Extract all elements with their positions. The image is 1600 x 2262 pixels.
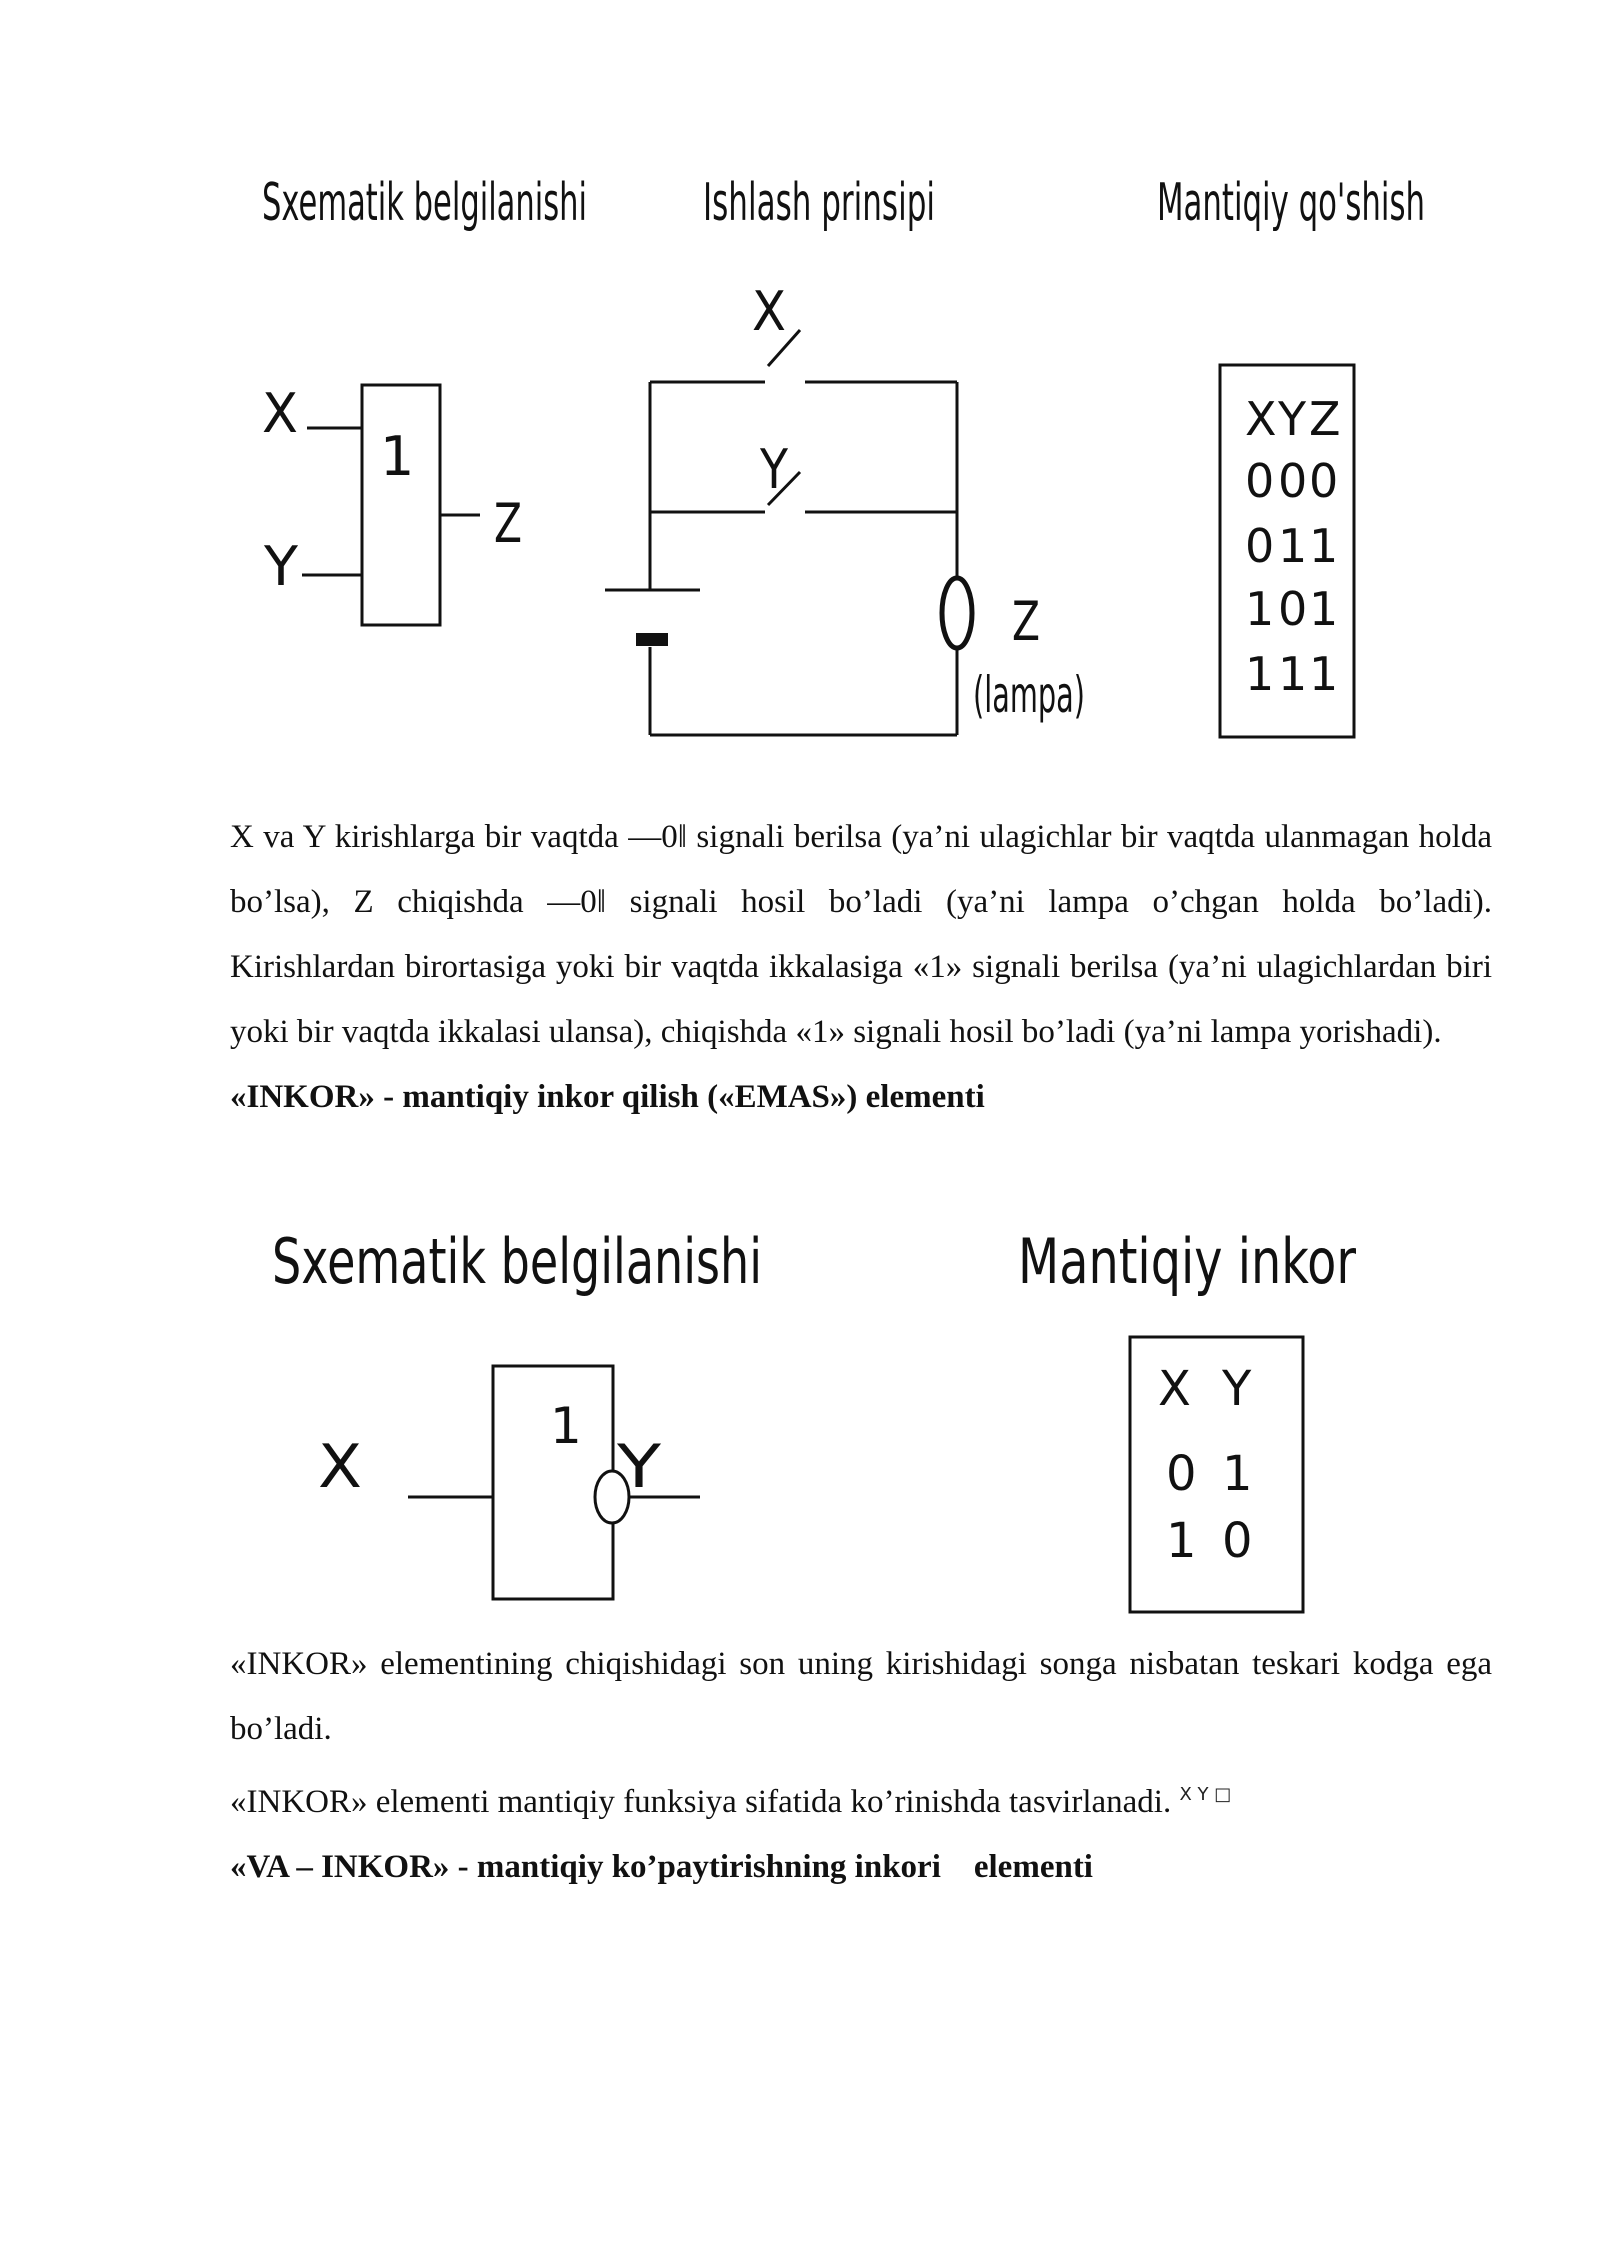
truth-not-cell: 1 (1222, 1446, 1253, 1502)
paragraph-2: «INKOR» elementining chiqishidagi son uning kirishidagi songa nisbatan teskari kodga ega bo’ladi. (230, 1646, 1492, 1747)
paragraph-or-explanation (230, 805, 1492, 1130)
truth-not-cell: 0 (1166, 1446, 1197, 1502)
formula-fragment: X Y □ (1179, 1784, 1232, 1805)
heading-va-inkor: «VA – INKOR» - mantiqiy ko’paytirishning inkori elementi (230, 1849, 1093, 1885)
truth-not-header-x: X (1158, 1361, 1191, 1417)
not-gate-input: X (318, 1432, 362, 1502)
heading-inkor: «INKOR» - mantiqiy inkor qilish («EMAS») elementi (230, 1079, 985, 1115)
gate-box (362, 385, 440, 625)
truth-or-cell: 0 (1309, 454, 1339, 508)
paragraph-3-line (230, 1762, 1492, 1835)
truth-or-cell: 0 (1278, 582, 1308, 636)
lamp-icon (942, 578, 972, 648)
heading-schematic-not: Sxematik belgilanishi (272, 1225, 762, 1298)
paragraph-not-explanation (230, 1632, 1492, 1900)
heading-truth-not: Mantiqiy inkor (1018, 1225, 1357, 1298)
lamp-note: (lampa) (973, 666, 1085, 724)
heading-principle: Ishlash prinsipi (703, 173, 935, 233)
truth-not-cell: 1 (1166, 1513, 1197, 1569)
lamp-label: Z (1012, 590, 1040, 653)
truth-not-cell: 0 (1222, 1513, 1253, 1569)
heading-truth-table: Mantiqiy qo'shish (1157, 173, 1425, 233)
truth-or-cell: 1 (1309, 647, 1339, 701)
truth-or-header-y: Y (1278, 392, 1307, 446)
truth-or-cell: 1 (1309, 582, 1339, 636)
paragraph-3: «INKOR» elementi mantiqiy funksiya sifatida ko’rinishda tasvirlanadi. (230, 1784, 1172, 1820)
gate-input-x: X (262, 382, 298, 445)
figure-or-gate (0, 0, 1600, 760)
truth-or-header-x: X (1245, 392, 1277, 446)
truth-or-cell: 0 (1245, 454, 1275, 508)
truth-or-cell: 1 (1309, 519, 1339, 573)
truth-or-cell: 1 (1278, 647, 1308, 701)
truth-table-or-header (1245, 392, 1341, 446)
not-gate-output: Y (615, 1432, 662, 1502)
truth-or-cell: 1 (1278, 519, 1308, 573)
parallel-switch-circuit (605, 330, 972, 735)
gate-symbol: 1 (380, 425, 415, 488)
truth-or-header-z: Z (1309, 392, 1341, 446)
truth-table-not-cells (1158, 1361, 1253, 1569)
heading-schematic: Sxematik belgilanishi (262, 173, 587, 233)
truth-or-cell: 0 (1278, 454, 1308, 508)
or-gate-symbol (302, 385, 480, 625)
truth-not-header-y: Y (1222, 1361, 1252, 1417)
gate-output-z: Z (494, 492, 522, 555)
gate-input-y: Y (262, 535, 300, 598)
truth-or-cell: 0 (1245, 519, 1275, 573)
paragraph-1: X va Y kirishlarga bir vaqtda ―0‖ signali berilsa (ya’ni ulagichlar bir vaqtda ulanmagan holda bo’lsa), Z chiqishda ―0‖ signali hosil bo’ladi (ya’ni lampa o’chgan holda bo’ladi). Kirishlardan birortasiga yoki bir vaqtda ikkalasiga «1» signali berilsa (ya’ni ulagichlardan biri yoki bir vaqtda ikkalasi ulansa), chiqishda «1» signali hosil bo’ladi (ya’ni lampa yorishadi). (230, 819, 1492, 1050)
switch-y-label: Y (759, 438, 789, 501)
not-gate-symbol-label: 1 (550, 1397, 582, 1455)
figure-not-gate (0, 1200, 1600, 1640)
truth-or-cell: 1 (1245, 647, 1275, 701)
truth-table-or-rows (1245, 454, 1338, 701)
truth-or-cell: 1 (1245, 582, 1275, 636)
battery-short-plate (636, 633, 668, 646)
switch-x-label: X (752, 280, 786, 343)
truth-table-not (1130, 1337, 1303, 1612)
